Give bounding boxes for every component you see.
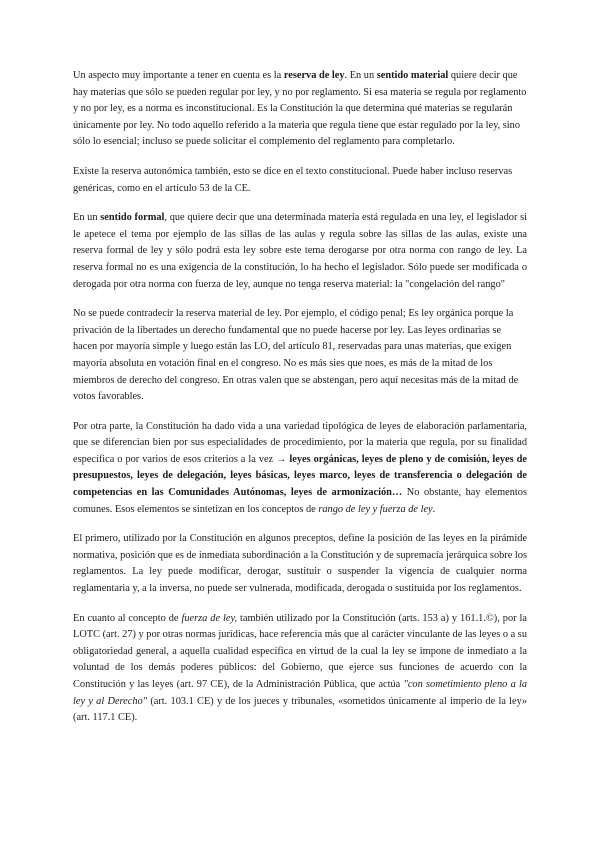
arrow-icon: → [276, 453, 287, 465]
text: En un [73, 212, 101, 224]
text: Existe la reserva autonómica también, esto se dice en el texto constitucional. Puede haber incluso reservas genéricas, como en el artículo 53 de la CE. [73, 165, 513, 194]
paragraph-sentido-formal [73, 210, 527, 293]
paragraph-tipologia-leyes [73, 419, 527, 519]
bold-term: sentido material [376, 70, 449, 81]
paragraph-reserva-material [73, 68, 527, 151]
text: . [432, 503, 436, 515]
text: . En un [344, 70, 377, 81]
text: , que quiere decir que una determinada materia está regulada en una ley, el legislador si le apetece el tema por ejemplo de las sillas de las aulas y regula sobre las sillas de las aulas, existe una reserva formal de ley y sólo podrá esta ley sobre este tema derogarse por otra norma con rango de ley. La reserva formal no es una exigencia de la constitución, lo ha hecho el legislador. Sólo puede ser modificada o derogada por otra norma con fuerza de ley, aunque no tenga reserva material: la "congelación del rango" [73, 212, 527, 290]
bold-term: sentido formal [100, 212, 165, 224]
italic-term: rango de ley y fuerza de ley [318, 503, 433, 515]
bold-list: leyes orgánicas, leyes de pleno y de comisión, leyes de presupuestos, leyes de delegación, leyes básicas, leyes marco, leyes de transferencia o delegación de competencias en las Comunidades Autónomas, leyes de armonización… [73, 453, 527, 499]
italic-term: fuerza de ley, [181, 612, 238, 624]
paragraph-ley-organica [73, 306, 527, 406]
text: Un aspecto muy importante a tener en cuenta es la [73, 70, 284, 81]
paragraph-fuerza-de-ley [73, 611, 527, 727]
bold-term: reserva de ley [283, 70, 345, 81]
text: En cuanto al concepto de [73, 612, 182, 624]
text: El primero, utilizado por la Constitución en algunos preceptos, define la posición de las leyes en la pirámide normativa, posición que es de inmediata subordinación a la Constitución y de supremacía jerárquica sobre los reglamentos. La ley puede modificar, derogar, sustituir o suspender la vigencia de cualquier norma reglamentaria y, a la inversa, no puede ser vulnerada, modificada, derogada o sustituida por los reglamentos. [73, 533, 527, 595]
paragraph-rango-de-ley [73, 531, 527, 597]
text: quiere decir que hay materias que sólo se pueden regular por ley, y no por reglamento. Si esa materia se regula por reglamento y no por ley, es a norma es inconstitucional. Es la Constitución la que determina qué materias se regularán únicamente por ley. No todo aquello referido a la materia que regula tiene que estar regulado por la ley, sino sólo lo esencial; incluso se puede solicitar el complemento del reglamento para completarlo. [73, 70, 527, 148]
text: (art. 103.1 CE) y de los jueces y tribunales, «sometidos únicamente al imperio de la ley» (art. 117.1 CE). [73, 695, 527, 724]
text: No obstante, hay elementos comunes. Esos elementos se sintetizan en los conceptos de [73, 487, 527, 515]
paragraph-reserva-autonomica [73, 164, 527, 197]
text: también utilizado por la Constitución (arts. 153 a) y 161.1.©), por la LOTC (art. 27) y por otras normas jurídicas, hace referencia más que al carácter vinculante de las leyes o a su obligatoriedad general, a aquella cualidad específica en virtud de la cual la ley se impone de inmediato a la voluntad de los demás poderes públicos: del Gobierno, que ejerce sus funciones de acuerdo con la Constitución y las leyes (art. 97 CE), de la Administración Pública, que actúa [73, 612, 527, 690]
text: Por otra parte, la Constitución ha dado vida a una variedad tipológica de leyes de elaboración parlamentaria, que se diferencian bien por sus especialidades de procedimiento, por la materia que regula, por su finalidad específica o por varios de esos criterios a la vez [73, 420, 527, 465]
italic-quote: "con sometimiento pleno a la ley y al Derecho" [73, 679, 527, 707]
text: No se puede contradecir la reserva material de ley. Por ejemplo, el código penal; Es ley orgánica porque la privación de la libertades un derecho fundamental que no puede hacerse por ley. Las leyes ordinarias se hacen por mayoría simple y luego están las LO, del artículo 81, reservadas para unas materias, que exigen mayoría absoluta en votación final en el congreso. No es más sies que noes, es más de la mitad de los miembros de derecho del congreso. En otras valen que se abstengan, pero aquí necesitas más de la mitad de votos favorables. [73, 308, 519, 403]
